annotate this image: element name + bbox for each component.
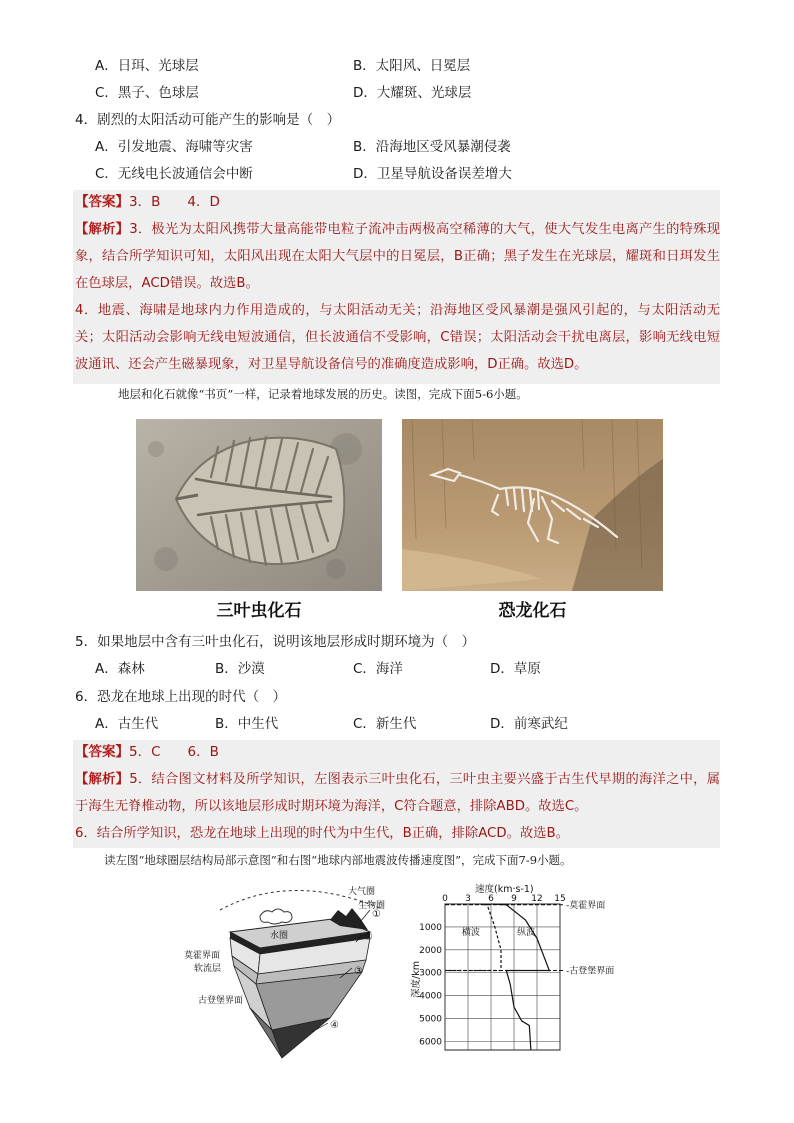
q4-option-a: A．引发地震、海啸等灾害 — [95, 139, 253, 155]
explanation-tag: 【解析】 — [75, 222, 130, 237]
x-tick-label: 0 — [442, 894, 448, 904]
layer-3-marker: ③ — [354, 966, 363, 977]
answer-tag: 【答案】 — [75, 194, 129, 210]
q4-option-b: B．沿海地区受风暴潮侵袭 — [353, 139, 511, 155]
earth-layers-diagram — [180, 880, 400, 1060]
q5-option-b: B．沙漠 — [215, 661, 265, 677]
answer-text: 5．C 6．B — [129, 744, 219, 760]
q6-option-a: A．古生代 — [95, 716, 159, 732]
x-axis-label: 速度(km·s-1) — [475, 884, 534, 895]
explanation-text: 3．极光为太阳风携带大量高能带电粒子流冲击两极高空稀薄的大气，使大气发生电离产生的特殊现象，结合所学知识可知，太阳风出现在太阳大气层中的日冕层，B正确；黑子发生在光球层，耀斑和日珥发生在色球层，ACD错误。故选B。 — [75, 222, 721, 291]
trilobite-caption: 三叶虫化石 — [216, 601, 302, 621]
explanation-2-p1 — [75, 766, 720, 820]
q3-option-b: B．太阳风、日冕层 — [353, 58, 471, 74]
q5-stem: 5．如果地层中含有三叶虫化石，说明该地层形成时期环境为（ ） — [75, 634, 476, 650]
series-label: 纵波 — [517, 927, 536, 938]
answer-line-1 — [75, 192, 220, 212]
q6-option-d: D．前寒武纪 — [490, 716, 568, 732]
explanation-1-p1 — [75, 216, 720, 297]
x-tick-label: 9 — [511, 894, 517, 904]
atmosphere-label: 大气圈 — [348, 887, 376, 897]
y-tick-label: 5000 — [419, 1014, 442, 1025]
y-tick-label: 2000 — [419, 945, 442, 956]
trilobite-fossil-image — [136, 419, 382, 591]
q3-option-a: A．日珥、光球层 — [95, 58, 199, 74]
explanation-text: 5．结合图文材料及所学知识，左图表示三叶虫化石，三叶虫主要兴盛于古生代早期的海洋之中，属于海生无脊椎动物，所以该地层形成时期环境为海洋，C符合题意，排除ABD。故选C。 — [75, 772, 721, 814]
asthenosphere-label: 软流层 — [194, 964, 222, 974]
chart-frame — [445, 904, 560, 1050]
boundary-label: -古登堡界面 — [566, 966, 615, 977]
y-axis-label: 深度/km — [411, 961, 422, 998]
series-line — [491, 904, 549, 1050]
answer-text: 3．B 4．D — [129, 194, 220, 210]
series-label: 横波 — [461, 927, 480, 938]
moho-label: 莫霍界面 — [184, 951, 221, 961]
x-tick-label: 6 — [488, 894, 494, 904]
explanation-1-p2: 4．地震、海啸是地球内力作用造成的，与太阳活动无关；沿海地区受风暴潮是强风引起的，与太阳活动无关；太阳活动会影响无线电短波通信，但长波通信不受影响，C错误；太阳活动会干扰电离层，影响无线电短波通讯、还会产生磁暴现象，对卫星导航设备信号的准确度造成影响，D正确。故选D。 — [75, 303, 720, 372]
q3-option-c: C．黑子、色球层 — [95, 85, 199, 101]
y-tick-label: 1000 — [419, 922, 442, 933]
q4-option-d: D．卫星导航设备误差增大 — [353, 166, 512, 182]
q4-stem: 4．剧烈的太阳活动可能产生的影响是（ ） — [75, 112, 341, 128]
gutenberg-label: 古登堡界面 — [198, 996, 244, 1006]
x-tick-label: 3 — [465, 894, 471, 904]
x-tick-label: 12 — [531, 894, 543, 904]
q3-option-d: D．大耀斑、光球层 — [353, 85, 472, 101]
intro-5-6: 地层和化石就像“书页”一样，记录着地球发展的历史。读图，完成下面5-6小题。 — [118, 387, 528, 401]
y-tick-label: 4000 — [419, 991, 442, 1002]
dinosaur-fossil-image — [402, 419, 663, 591]
layer-4-marker: ④ — [330, 1020, 339, 1031]
seismic-wave-chart — [405, 880, 645, 1060]
y-tick-label: 6000 — [419, 1037, 442, 1048]
q6-option-c: C．新生代 — [353, 716, 417, 732]
q5-option-d: D．草原 — [490, 661, 541, 677]
x-tick-label: 15 — [554, 894, 566, 904]
q5-option-a: A．森林 — [95, 661, 145, 677]
q6-stem: 6．恐龙在地球上出现的时代（ ） — [75, 689, 287, 705]
layer-1-marker: ① — [372, 909, 381, 920]
q6-option-b: B．中生代 — [215, 716, 279, 732]
hydrosphere-label: 水圈 — [270, 931, 289, 941]
boundary-label: -莫霍界面 — [566, 900, 606, 911]
biosphere-label: 生物圈 — [358, 901, 386, 911]
dinosaur-caption: 恐龙化石 — [498, 601, 567, 621]
answer-line-2 — [75, 742, 219, 762]
explanation-2-p2: 6．结合所学知识，恐龙在地球上出现的时代为中生代，B正确，排除ACD。故选B。 — [75, 826, 569, 841]
q4-option-c: C．无线电长波通信会中断 — [95, 166, 253, 182]
intro-7-9: 读左图“地球圈层结构局部示意图”和右图“地球内部地震波传播速度图”，完成下面7-9小题。 — [104, 853, 572, 867]
answer-tag: 【答案】 — [75, 744, 129, 760]
q5-option-c: C．海洋 — [353, 661, 403, 677]
explanation-tag: 【解析】 — [75, 772, 130, 787]
layer-2-marker: ② — [364, 932, 373, 943]
y-tick-label: 3000 — [419, 968, 442, 979]
